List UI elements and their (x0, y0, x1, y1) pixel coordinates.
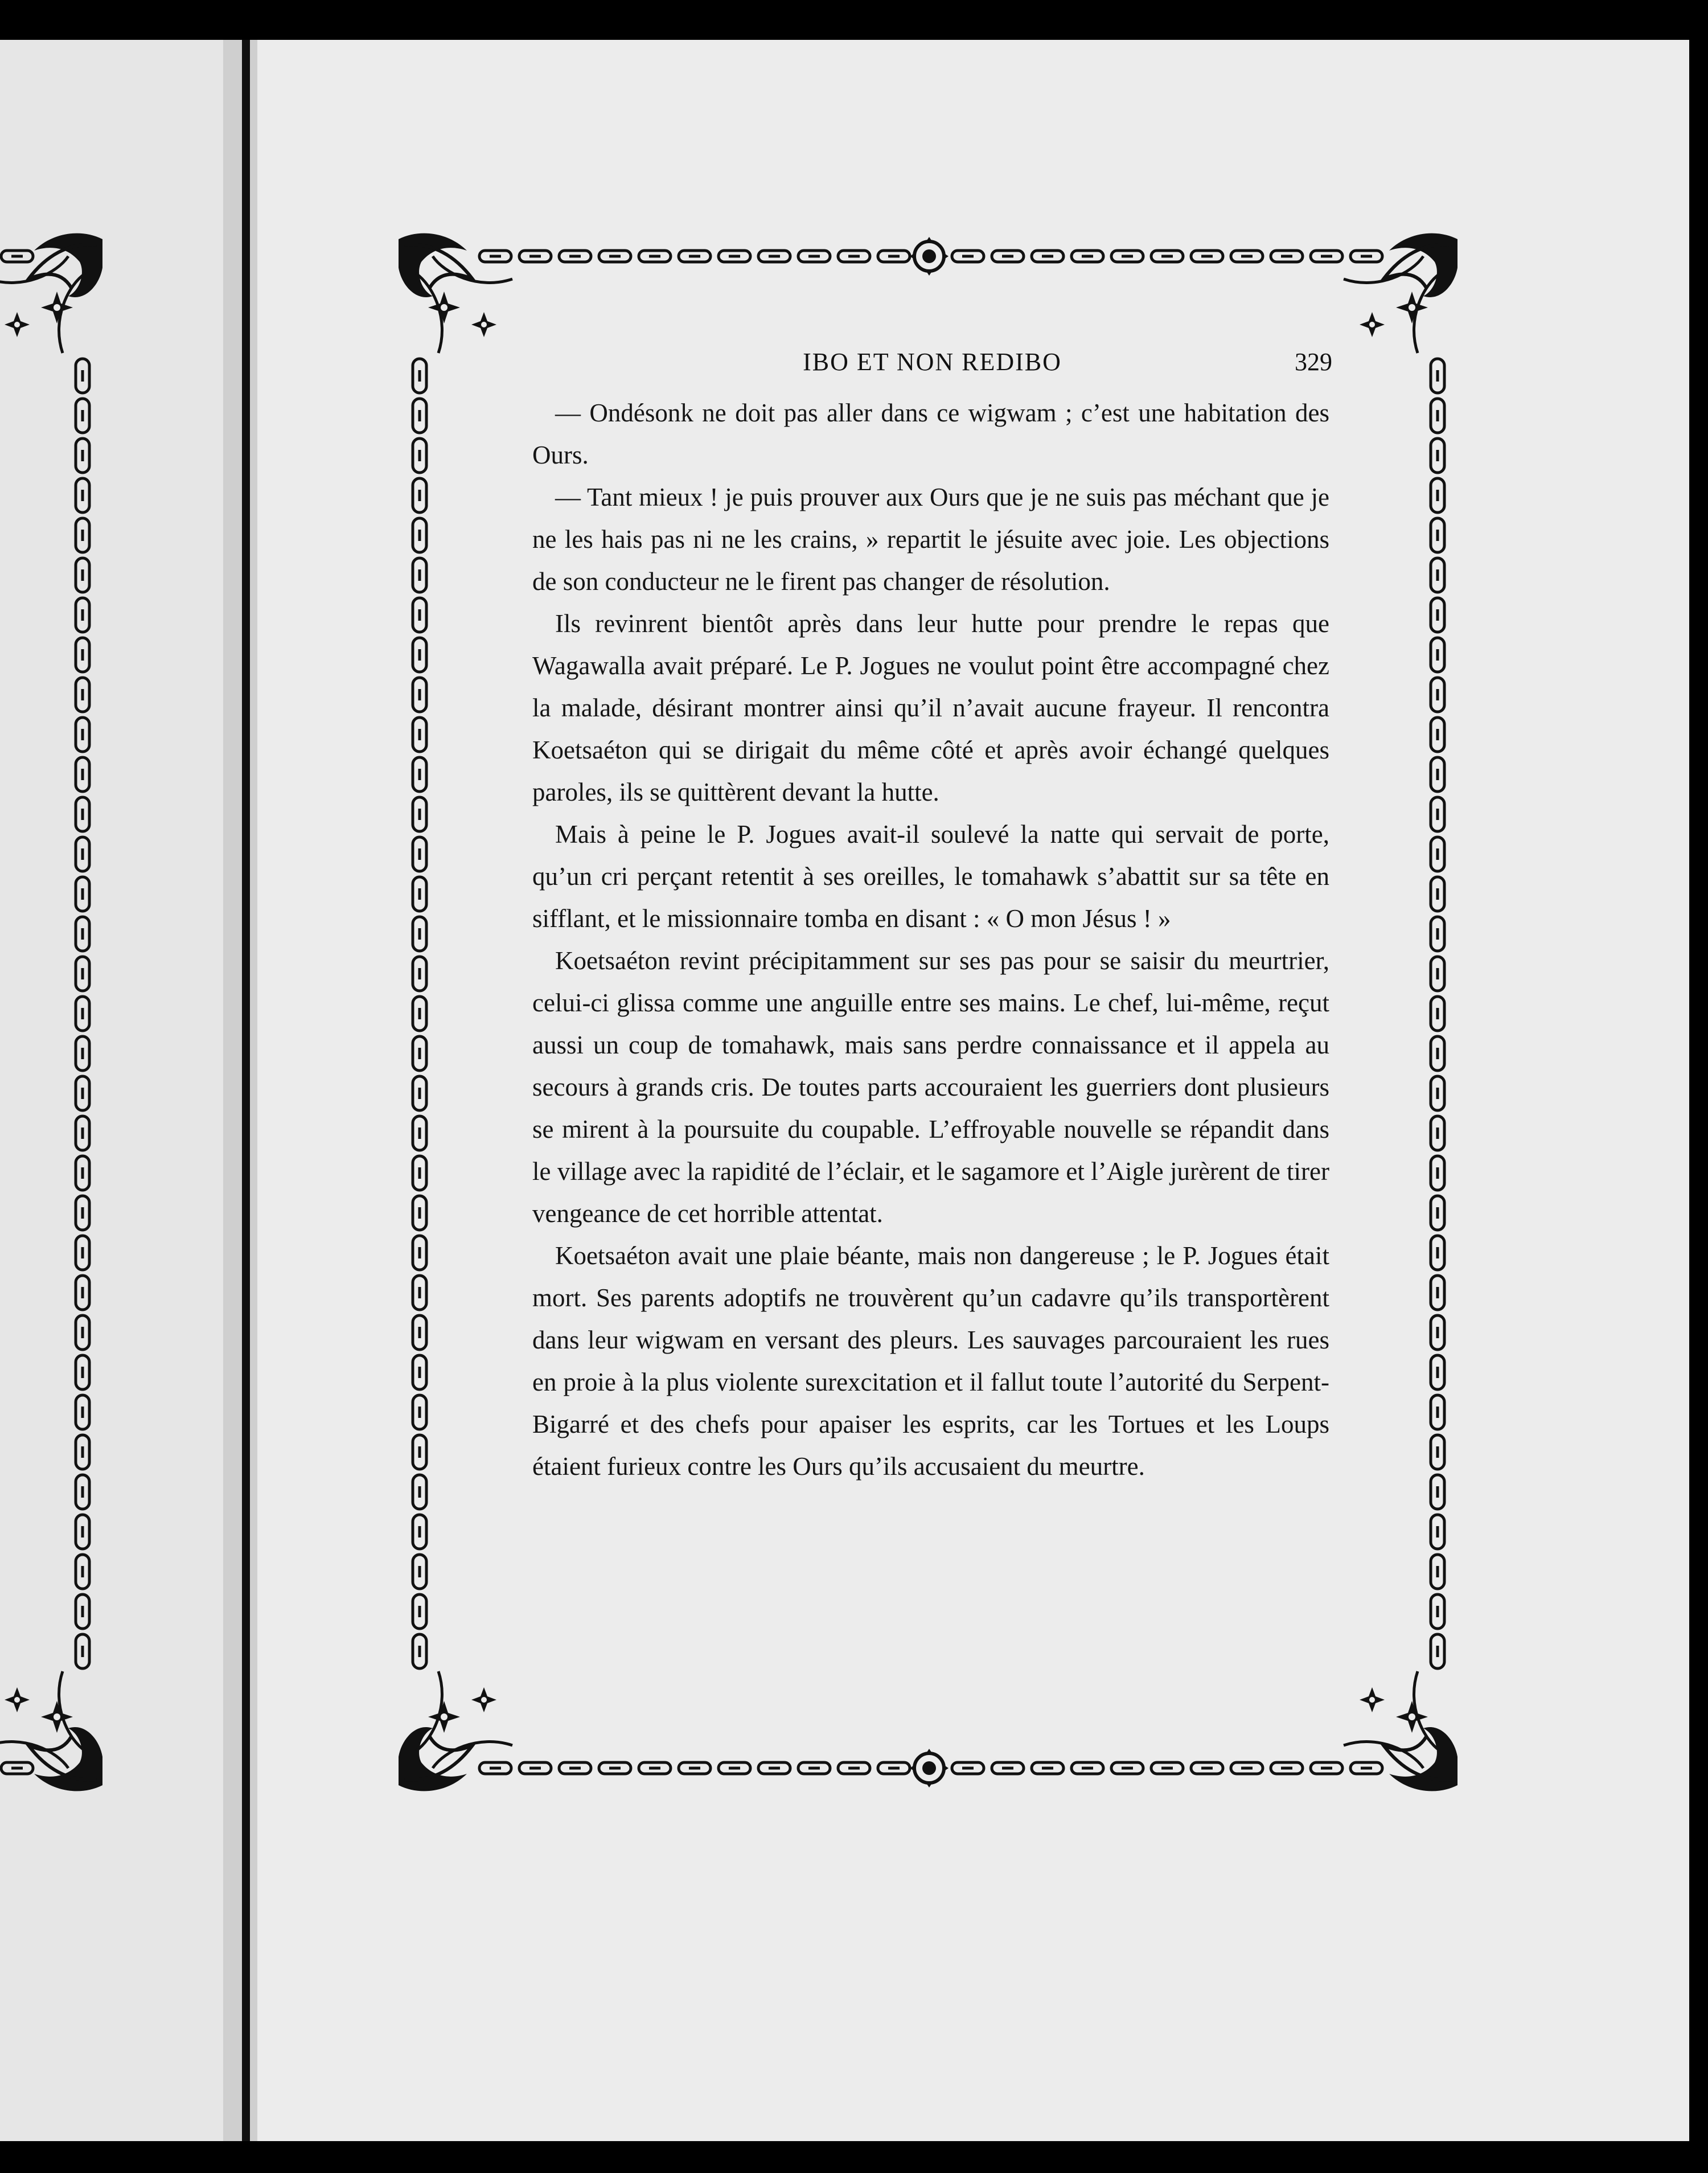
paragraph: — Ondésonk ne doit pas aller dans ce wigwam ; c’est une habitation des Ours. (532, 399, 1329, 469)
page-number: 329 (1295, 348, 1332, 376)
paragraph: Koetsaéton revint précipitamment sur ses pas pour se saisir du meurtrier, celui-ci glissa comme une anguille entre ses mains. Le chef, lui-même, reçut aussi un coup de tomahawk, mais sans perdre connaissance et il appela au secours à grands cris. De toutes parts accouraient les guerriers dont plusieurs se mirent à la poursuite du coupable. L’effroyable nouvelle se répandit dans le village avec la rapidité de l’éclair, et le sagamore et l’Aigle jurèrent de tirer vengeance de cet horrible attentat. (532, 946, 1329, 1228)
paragraph: Ils revinrent bientôt après dans leur hutte pour prendre le repas que Wagawalla avait préparé. Le P. Jogues ne voulut point être accompagné chez la malade, désirant montrer ainsi qu’il n’avait aucune frayeur. Il rencontra Koetsaéton qui se dirigait du même côté et après avoir échangé quelques paroles, ils se quittèrent devant la hutte. (532, 609, 1329, 806)
body-text (532, 392, 1329, 1487)
left-page-top-chain (1, 251, 33, 262)
top-rosette-ornament (910, 237, 949, 276)
paragraph: — Tant mieux ! je puis prouver aux Ours que je ne suis pas méchant que je ne les hais pas ni ne les crains, » repartit le jésuite avec joie. Les objections de son conducteur ne le firent pas changer de résolution. (532, 483, 1329, 596)
running-head (532, 347, 1332, 387)
left-page-chain-border (76, 359, 89, 1668)
paragraph: Koetsaéton avait une plaie béante, mais non dangereuse ; le P. Jogues était mort. Ses parents adoptifs ne trouvèrent qu’un cadavre qu’ils transportèrent dans leur wigwam en versant des pleurs. Les sauvages parcouraient les rues en proie à la plus violente surexcitation et il fallut toute l’autorité du Serpent-Bigarré et des chefs pour apaiser les esprits, car les Tortues et les Loups étaient furieux contre les Ours qu’ils accusaient du meurtre. (532, 1241, 1329, 1481)
paragraph: Mais à peine le P. Jogues avait-il soulevé la natte qui servait de porte, qu’un cri perçant retentit à ses oreilles, le tomahawk s’abattit sur sa tête en sifflant, et le missionnaire tomba en disant : « O mon Jésus ! » (532, 820, 1329, 933)
bottom-rosette-ornament (910, 1749, 949, 1787)
running-title: IBO ET NON REDIBO (803, 348, 1062, 376)
left-page-bottom-chain (1, 1762, 33, 1774)
right-chain-border (1431, 359, 1444, 1668)
left-chain-border (413, 359, 426, 1668)
